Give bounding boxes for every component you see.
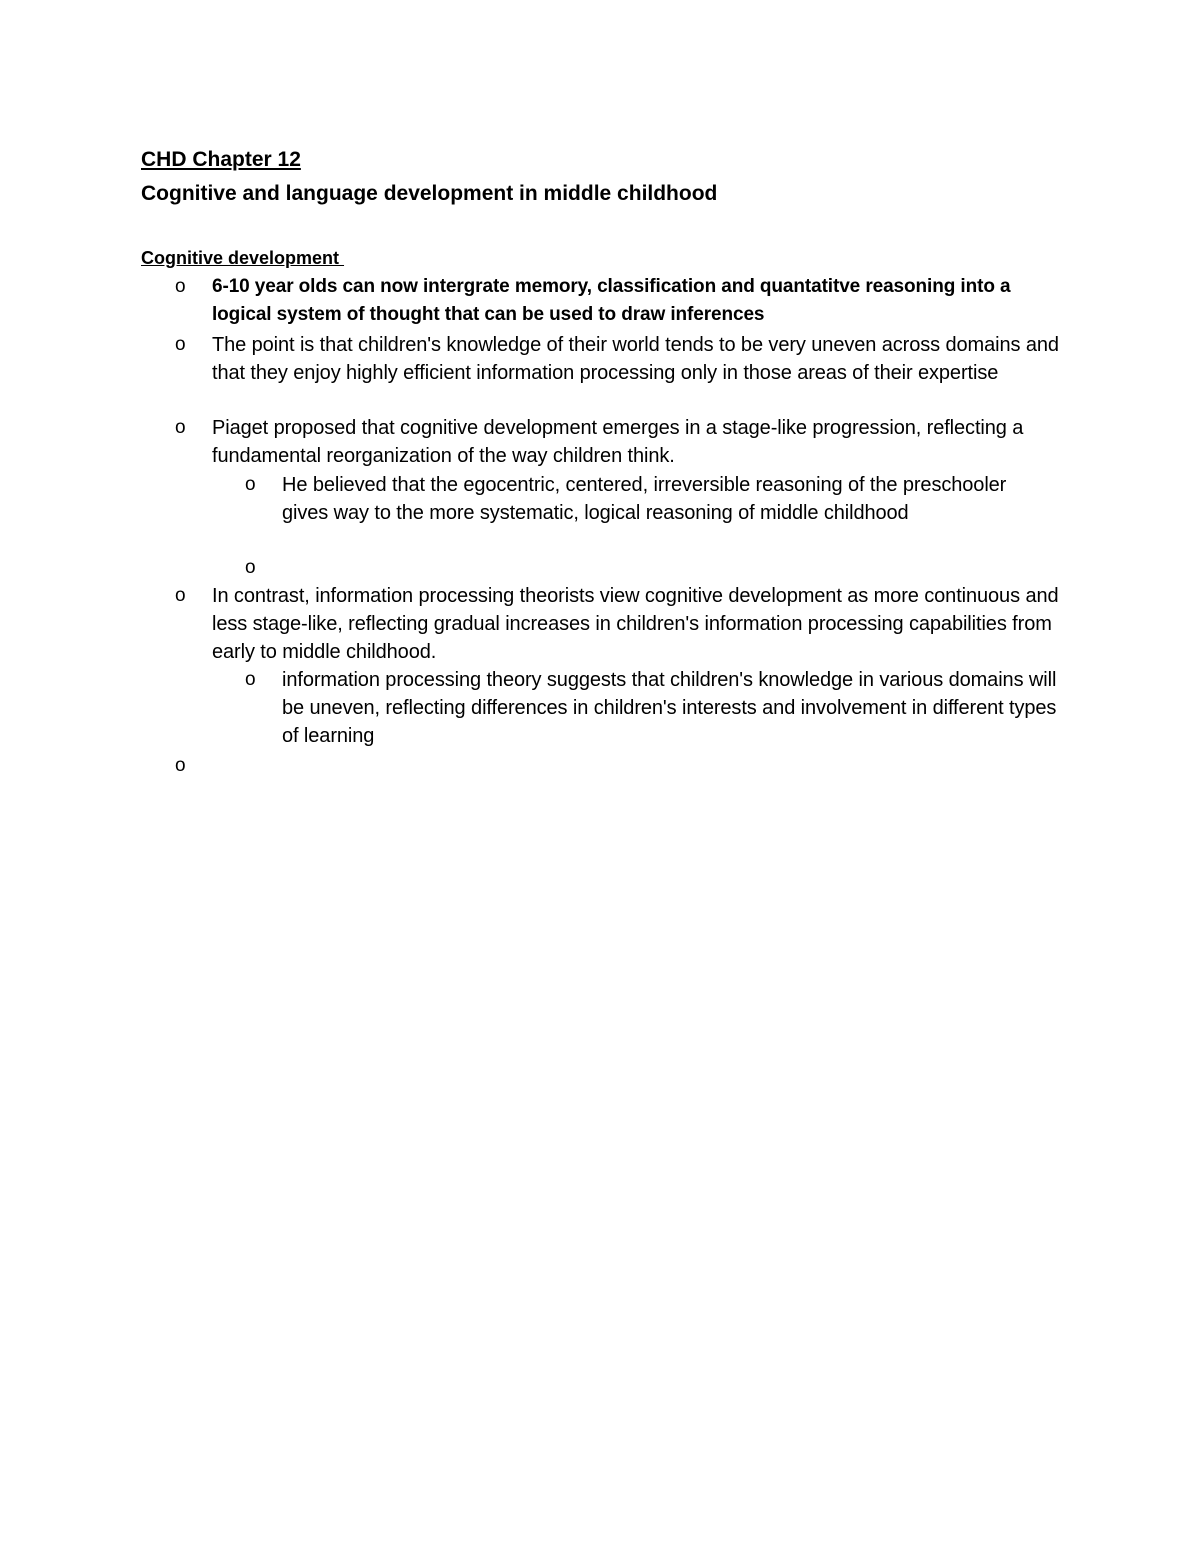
bullet-marker: o	[175, 585, 186, 606]
list-item-text: He believed that the egocentric, centered, irreversible reasoning of the preschooler gives way to the more systematic, logical reasoning of middle childhood	[282, 474, 1007, 524]
bullet-marker: o	[175, 334, 186, 355]
list-item-text: information processing theory suggests that children's knowledge in various domains will be uneven, reflecting differences in children's interests and involvement in different types of learning	[282, 669, 1057, 747]
bullet-marker: o	[245, 669, 256, 690]
bullet-marker: o	[245, 474, 256, 495]
bullet-marker: o	[175, 755, 186, 776]
section-heading: Cognitive development	[141, 248, 345, 268]
bullet-marker: o	[175, 276, 186, 297]
list-item-text: In contrast, information processing theorists view cognitive development as more continuous and less stage-like, reflecting gradual increases in children's information processing capabilities from early to middle childhood.	[212, 585, 1059, 663]
bullet-marker: o	[175, 417, 186, 438]
list-item-text: The point is that children's knowledge of their world tends to be very uneven across domains and that they enjoy highly efficient information processing only in those areas of their expertise	[212, 334, 1059, 384]
document-title: CHD Chapter 12	[141, 148, 301, 171]
bullet-marker: o	[245, 557, 256, 578]
list-item-text: Piaget proposed that cognitive development emerges in a stage-like progression, reflecting a fundamental reorganization of the way children think.	[212, 417, 1024, 467]
list-item-text: 6-10 year olds can now intergrate memory, classification and quantatitve reasoning into a logical system of thought that can be used to draw inferences	[212, 276, 1011, 325]
document-subtitle: Cognitive and language development in middle childhood	[141, 182, 718, 205]
